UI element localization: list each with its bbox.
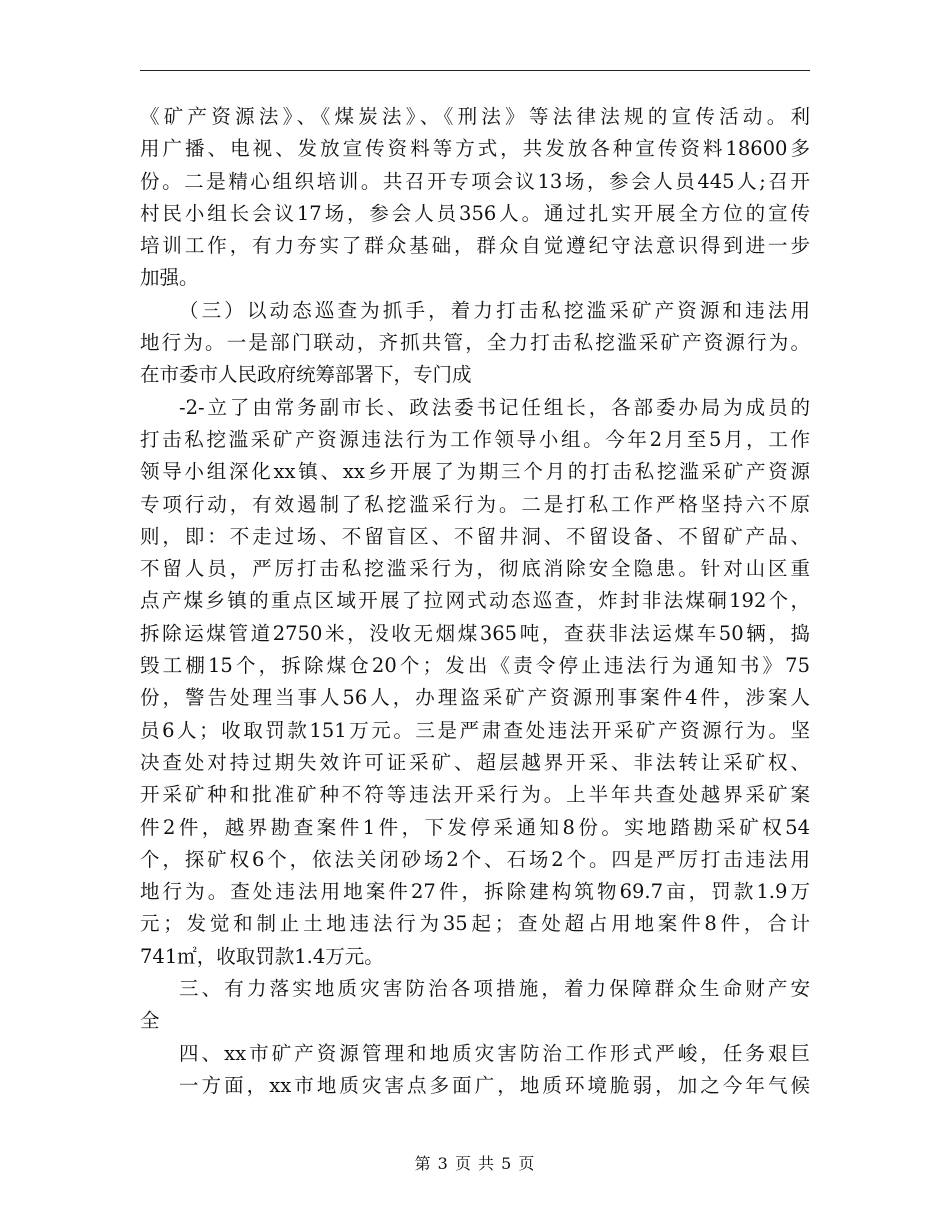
text-line: 专项行动，有效遏制了私挖滥采行为。二是打私工作严格坚持六不原	[140, 492, 810, 516]
text-line: 用广播、电视、发放宣传资料等方式，共发放各种宣传资料18600多	[140, 137, 810, 161]
text-line: 拆除运煤管道2750米，没收无烟煤365吨，查获非法运煤车50辆，捣	[140, 621, 810, 645]
text-line: 村民小组长会议17场，参会人员356人。通过扎实开展全方位的宣传	[140, 201, 810, 225]
text-line: 全	[140, 1009, 160, 1033]
text-line: 领导小组深化xx镇、xx乡开展了为期三个月的打击私挖滥采矿产资源	[140, 460, 810, 484]
text-line: 在市委市人民政府统筹部署下，专门成	[140, 363, 472, 387]
text-line: 一方面，xx市地质灾害点多面广，地质环境脆弱，加之今年气候	[179, 1073, 810, 1097]
text-line: 《矿产资源法》、《煤炭法》、《刑法》等法律法规的宣传活动。利	[140, 105, 810, 128]
text-line: 地行为。一是部门联动，齐抓共管，全力打击私挖滥采矿产资源行为。	[140, 331, 810, 355]
document-body	[140, 101, 810, 1102]
text-line: 培训工作，有力夯实了群众基础，群众自觉遵纪守法意识得到进一步	[140, 234, 810, 258]
text-line: 则，即：不走过场、不留盲区、不留井洞、不留设备、不留矿产品、	[140, 524, 810, 548]
text-line: 元；发觉和制止土地违法行为35起；查处超占用地案件8件，合计	[140, 912, 810, 936]
page-number: 第 3 页 共 5 页	[414, 1154, 536, 1173]
header-rule	[140, 70, 810, 71]
text-line: 加强。	[140, 266, 199, 290]
text-line: 毁工棚15个，拆除煤仓20个；发出《责令停止违法行为通知书》75	[140, 654, 810, 678]
text-line: -2-立了由常务副市长、政法委书记任组长，各部委办局为成员的	[179, 395, 810, 419]
text-line: 件2件，越界勘查案件1件，下发停采通知8份。实地踏勘采矿权54	[140, 815, 810, 839]
text-line: 不留人员，严厉打击私挖滥采行为，彻底消除安全隐患。针对山区重	[140, 557, 810, 581]
text-line: （三）以动态巡查为抓手，着力打击私挖滥采矿产资源和违法用	[179, 298, 810, 322]
text-line: 点产煤乡镇的重点区域开展了拉网式动态巡查，炸封非法煤硐192个，	[140, 589, 810, 613]
text-line: 份。二是精心组织培训。共召开专项会议13场，参会人员445人;召开	[140, 169, 810, 193]
text-line: 打击私挖滥采矿产资源违法行为工作领导小组。今年2月至5月，工作	[140, 427, 810, 451]
text-line: 决查处对持过期失效许可证采矿、超层越界开采、非法转让采矿权、	[140, 750, 810, 774]
text-line: 开采矿种和批准矿种不符等违法开采行为。上半年共查处越界采矿案	[140, 783, 810, 807]
text-line: 四、xx市矿产资源管理和地质灾害防治工作形式严峻，任务艰巨	[179, 1041, 810, 1065]
text-line: 741㎡，收取罚款1.4万元。	[140, 944, 384, 968]
text-line: 三、有力落实地质灾害防治各项措施，着力保障群众生命财产安	[179, 977, 810, 1001]
text-line: 地行为。查处违法用地案件27件，拆除建构筑物69.7亩，罚款1.9万	[140, 880, 810, 904]
text-line: 个，探矿权6个，依法关闭砂场2个、石场2个。四是严厉打击违法用	[140, 847, 810, 871]
text-line: 份，警告处理当事人56人，办理盗采矿产资源刑事案件4件，涉案人	[140, 686, 810, 710]
text-line: 员6人；收取罚款151万元。三是严肃查处违法开采矿产资源行为。坚	[140, 718, 810, 742]
